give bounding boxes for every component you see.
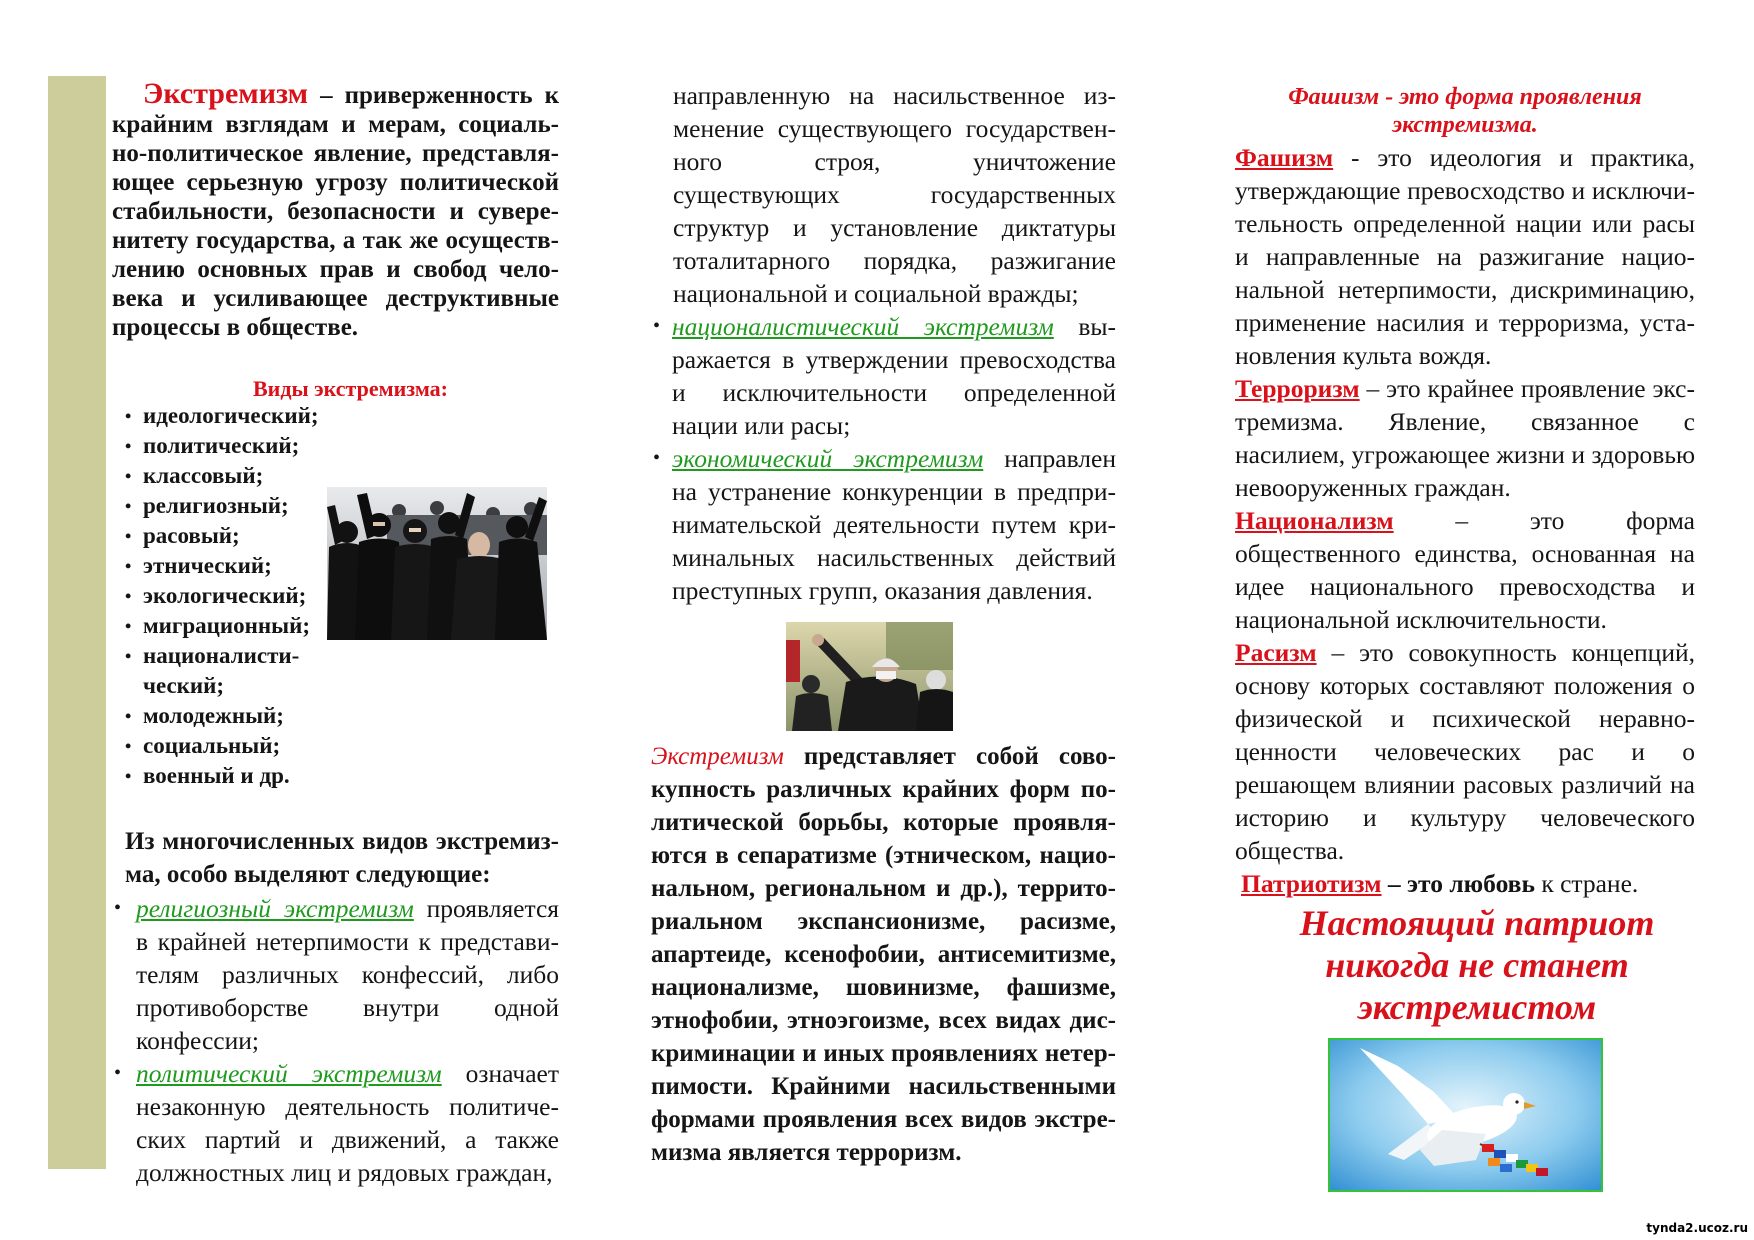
crowd-photo-graphic: [327, 487, 547, 640]
list-item: [112, 1057, 559, 1189]
extremism-definition-text: – приверженность к крайним взглядам и мерам, социально-политическое явление, представляющее серьезную угрозу политической стабильности, безопасности и суверенитету государства, а так же осуществлению основных прав и свобод человека и усиливающее деструктивные процессы в обществе.: [112, 82, 559, 341]
list-item: • классовый;: [112, 461, 325, 491]
crowd-photo: [327, 487, 547, 640]
list-item: • идеологический;: [112, 401, 325, 431]
extremism-summary-term: Экстремизм: [651, 743, 784, 770]
economic-extremism-term: экономический экстремизм: [672, 444, 984, 473]
list-item: • националистический;: [112, 641, 325, 701]
peace-dove-graphic: [1330, 1040, 1601, 1190]
list-item: • расовый;: [112, 521, 325, 551]
extremism-summary-text: представляет собой совокупность различных крайних форм политической борьбы, которые проявляются в сепаратизме (этническом, национальном, региональном и др.), территориальном экспансионизме, расизме, апартеиде, ксенофобии, антисемитизме, национализме, шовинизме, фашизме, этнофобии, этноэгоизме, всех видах дискриминации и иных проявлениях нетерпимости. Крайними насильственными формами проявления всех видов экстремизма является терроризм.: [651, 743, 1116, 1166]
nationalism-term: Национализм: [1235, 506, 1394, 535]
religious-extremism-text: проявляется в крайней нетерпимости к представителям различных конфессий, либо противоборстве внутри одной конфессии;: [136, 894, 560, 1055]
nationalism-text: – это форма общественного единства, основанная на идее национального превосходства и национальной исключительности.: [1235, 506, 1695, 634]
fascism-heading: Фашизм - это форма проявления экстремизма.: [1288, 84, 1642, 138]
definitions: [1235, 141, 1695, 900]
economic-extremism-text: направлен на устранение конкуренции в предпринимательской деятельности путем криминальных насильственных действий преступных групп, оказания давления.: [672, 444, 1116, 605]
list-item: • этнический;: [112, 551, 325, 581]
terrorism-term: Терроризм: [1235, 374, 1360, 403]
definition-patriotism: [1235, 867, 1695, 900]
fascism-text: - это идеология и практика, утверждающие превосходство и исключительность определенной нации или расы и направленные на разжигание национальной нетерпимости, дискриминацию, применение насилия и терроризма, установления культа вождя.: [1235, 143, 1695, 370]
political-extremism-continuation: направленную на насильственное изменение существующего государственного строя, уничтожение существующих государственных структур и установление диктатуры тоталитарного порядка, разжигание национальной и социальной вражды;: [673, 81, 1116, 308]
definition-terrorism: [1235, 372, 1695, 504]
salute-photo: [786, 622, 953, 731]
racism-text: – это совокупность концепций, основу которых составляют положения о физической и психической неравноценности человеческих рас и о решающем влиянии расовых различий на историю и культуру человеческого общества.: [1235, 638, 1695, 865]
types-heading: Виды экстремизма:: [253, 376, 448, 401]
nationalist-extremism-text: выражается в утверждении превосходства и исключительности определенной нации или расы;: [672, 312, 1116, 440]
list-item: • миграционный;: [112, 611, 325, 641]
definition-nationalism: [1235, 504, 1695, 636]
list-item: • социальный;: [112, 731, 325, 761]
extremism-summary: [651, 740, 1116, 1169]
peace-dove-image: [1328, 1038, 1603, 1192]
racism-term: Расизм: [1235, 638, 1317, 667]
political-extremism-term: политический экстремизм: [136, 1059, 442, 1088]
patriot-slogan: Настоящий патриот никогда не станет экстремистом: [1299, 903, 1655, 1027]
terrorism-text: – это крайнее проявление экстремизма. Явление, связанное с насилием, угрожающее жизни и здоровью невооруженных граждан.: [1235, 374, 1695, 502]
list-item: [657, 310, 1116, 442]
list-item: • экологический;: [112, 581, 325, 611]
selected-types-list-middle: [657, 310, 1116, 607]
list-item: • молодежный;: [112, 701, 325, 731]
list-item: • политический;: [112, 431, 325, 461]
types-list: [112, 401, 325, 791]
selected-types-heading: Из многочисленных видов экстремизма, особо выделяют следующие:: [125, 828, 559, 888]
list-item: [657, 442, 1116, 607]
definition-fascism: [1235, 141, 1695, 372]
patriotism-text: к стране.: [1534, 869, 1639, 898]
left-margin-bar: [48, 76, 106, 1169]
fascism-term: Фашизм: [1235, 143, 1334, 172]
extremism-term: Экстремизм: [143, 77, 309, 110]
nationalist-extremism-term: националистический экстремизм: [672, 312, 1054, 341]
watermark: tynda2.ucoz.ru: [1646, 1221, 1748, 1235]
definition-racism: [1235, 636, 1695, 867]
selected-types-list-left: [112, 892, 559, 1189]
salute-photo-graphic: [786, 622, 953, 731]
patriotism-emphasis: – это любовь: [1381, 869, 1535, 898]
list-item: • военный и др.: [112, 761, 325, 791]
political-extremism-text: означает незаконную деятельность политических партий и движений, а также должностных лиц и рядовых граждан,: [136, 1059, 559, 1187]
list-item: [112, 892, 559, 1057]
red-banner: [786, 640, 800, 682]
extremism-definition: [112, 79, 559, 342]
patriotism-term: Патриотизм: [1241, 869, 1382, 898]
religious-extremism-term: религиозный экстремизм: [136, 894, 414, 923]
list-item: • религиозный;: [112, 491, 325, 521]
tree-line: [886, 622, 953, 670]
